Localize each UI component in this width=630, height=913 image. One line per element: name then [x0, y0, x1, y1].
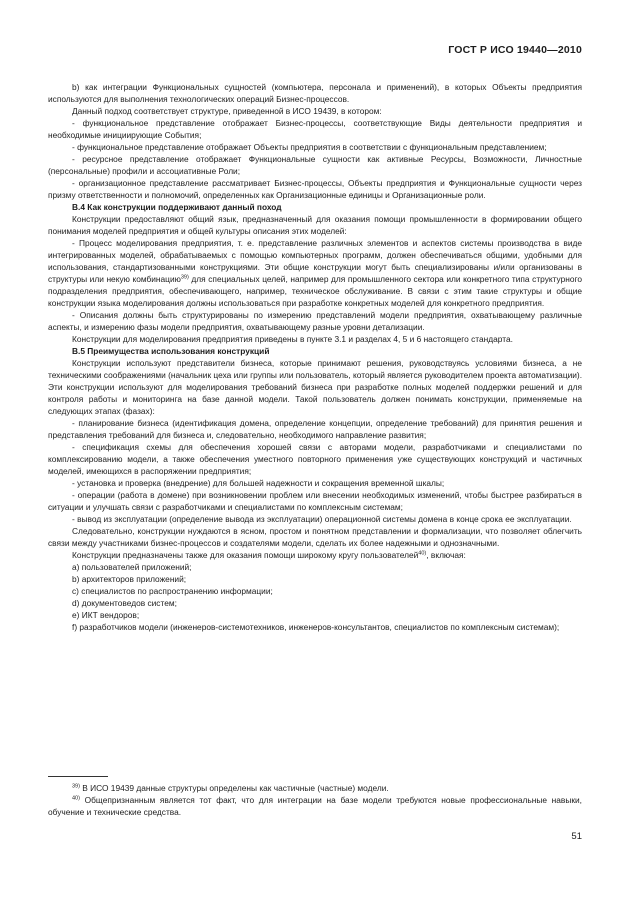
body-text: [48, 81, 582, 633]
paragraph: Данный подход соответствует структуре, приведенной в ИСО 19439, в котором:: [72, 106, 382, 116]
list-item: - функциональное представление отображает Бизнес-процессы, соответствующие Виды деятельности предприятия и необходимые инициирующие События;: [48, 118, 582, 140]
footnotes: [48, 782, 582, 818]
list-item: - операции (работа в домене) при возникновении проблем или внесении необходимых изменений, чтобы быстрее разбираться в ситуации и улучшать связи с разработчиками и специалистами по комплексным системам;: [48, 490, 582, 512]
footnote: [48, 782, 582, 794]
section-heading: В.5 Преимущества использования конструкций: [72, 346, 270, 356]
page-number: 51: [571, 831, 582, 842]
list-item: - вывод из эксплуатации (определение вывода из эксплуатации) операционной системы домена в конце срока ее эксплуатации.: [72, 514, 572, 524]
list-item: - планирование бизнеса (идентификация домена, определение концепции, определение требований) для принятия решения и представления требований для бизнеса и, следовательно, необходимого направление развития;: [48, 418, 582, 440]
list-item: - организационное представление рассматривает Бизнес-процессы, Объекты предприятия и Функциональные сущности через призму ответственности и полномочий, определенных как Организационные единицы и Организационные роли.: [48, 178, 582, 200]
section-heading: В.4 Как конструкции поддерживают данный поход: [72, 202, 282, 212]
footnote-text: Общепризнанным является тот факт, что для интеграции на базе модели требуются новые профессиональные навыки, обучение и технические средства.: [48, 795, 582, 817]
list-item: e) ИКТ вендоров;: [72, 610, 140, 620]
footnote-ref: 40): [418, 550, 427, 557]
list-item: d) документоведов систем;: [72, 598, 177, 608]
list-item: - функциональное представление отображает Объекты предприятия в соответствии с функциональным представлением;: [72, 142, 547, 152]
footnote-text: В ИСО 19439 данные структуры определены как частичные (частные) модели.: [82, 783, 389, 793]
paragraph: b) как интеграции Функциональных сущностей (компьютера, персонала и применений), в которых Объекты предприятия используются для выполнения технологических операций Бизнес-процессов.: [48, 82, 582, 104]
footnote-separator: [48, 776, 108, 777]
text-run: - Процесс моделирования предприятия, т. е. представление различных элементов и аспектов системы производства в виде интегрированных моделей, обрабатываемых с помощью компьютерных программ, должен обеспечиваться общими, удобными для использования, стандартизованными конструкциями. Эти общие конструкции могут быть специализированы и/или организованы в структуры или некую комбинацию: [48, 238, 582, 284]
text-run: Конструкции предназначены также для оказания помощи широкому кругу пользователей: [72, 550, 419, 560]
list-item: c) специалистов по распространению информации;: [72, 586, 273, 596]
list-item: - Описания должны быть структурированы по измерению представлений модели предприятия, охватывающему различные аспекты, и измерению фазы модели предприятия, охватывающему разные уровни детализации.: [48, 310, 582, 332]
paragraph: Конструкции предоставляют общий язык, предназначенный для оказания помощи промышленности в формировании общего понимания моделей предприятия и общей культуры описания этих моделей:: [48, 214, 582, 236]
text-run: , включая:: [426, 550, 466, 560]
list-item: [48, 237, 582, 309]
footnote-ref: 39): [180, 274, 189, 281]
list-item: b) архитекторов приложений;: [72, 574, 187, 584]
footnote: [48, 794, 582, 818]
paragraph: Конструкции используют представители бизнеса, которые принимают решения, руководствуясь условиями бизнеса, а не техническими соображениями (начальник цеха или группы или пользователь, который является руководителем проекта автоматизации). Эти конструкции используют для моделирования требований бизнеса при разработке полных моделей поддержки решений и для контроля работы и мониторинга на базе данной модели. Такой пользователь должен понимать конструкции, применяемые на следующих этапах (фазах):: [48, 358, 583, 416]
text-run: для специальных целей, например для промышленного сектора или конкретного типа структурного подразделения предприятия, обеспечивающего, например, техническое обслуживание. В связи с этим такие структуры и общие конструкции языка моделирования должны использоваться при разработке конкретных моделей для конкретного предприятия.: [48, 274, 582, 308]
paragraph: Следовательно, конструкции нуждаются в ясном, простом и понятном представлении и формализации, что позволяет облегчить связи между участниками бизнес-процессов и создателями модели, сделать их более надежными и однозначными.: [48, 526, 582, 548]
document-header: ГОСТ Р ИСО 19440—2010: [448, 44, 582, 56]
list-item: - ресурсное представление отображает Функциональные сущности как активные Ресурсы, Возможности, Личностные (персональные) профили и ассоциативные Роли;: [48, 154, 582, 176]
list-item: - спецификация схемы для обеспечения хорошей связи с авторами модели, разработчиками и специалистами по комплексированию модели, а также обеспечения уместного повторного применения уже существующих конструкций и частичных моделей, имеющихся в распоряжении предприятия;: [48, 442, 582, 476]
list-item: - установка и проверка (внедрение) для большей надежности и сокращения временной шкалы;: [72, 478, 445, 488]
list-item: a) пользователей приложений;: [72, 562, 192, 572]
footnote-mark: 40): [72, 795, 80, 802]
footnote-mark: 39): [72, 783, 80, 790]
paragraph: [48, 549, 582, 561]
list-item: f) разработчиков модели (инженеров-системотехников, инженеров-консультантов, специалистов по комплексным системам);: [72, 622, 560, 632]
paragraph: Конструкции для моделирования предприятия приведены в пункте 3.1 и разделах 4, 5 и 6 настоящего стандарта.: [72, 334, 513, 344]
